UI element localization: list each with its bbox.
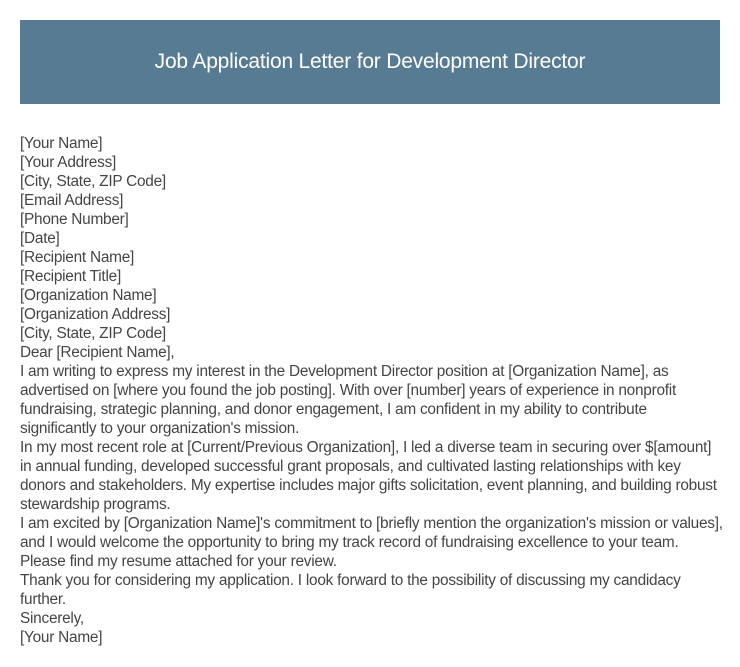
title-banner	[20, 20, 720, 104]
letter-date: [Date]	[20, 230, 60, 247]
sender-phone: [Phone Number]	[20, 211, 129, 228]
letter-body	[20, 134, 724, 647]
sender-name: [Your Name]	[20, 135, 103, 152]
recipient-organization: [Organization Name]	[20, 287, 157, 304]
sender-city-state-zip: [City, State, ZIP Code]	[20, 173, 166, 190]
recipient-block	[20, 248, 724, 343]
recipient-title: [Recipient Title]	[20, 268, 121, 285]
sender-block	[20, 134, 724, 229]
sender-address: [Your Address]	[20, 154, 117, 171]
recipient-city-state-zip: [City, State, ZIP Code]	[20, 325, 166, 342]
paragraph-motivation: I am excited by [Organization Name]'s commitment to [briefly mention the organization's mission or values], and I would welcome the opportunity to bring my track record of fundraising excellence to your team. Please find my resume attached for your review.	[20, 515, 723, 570]
sender-email: [Email Address]	[20, 192, 124, 209]
salutation: Dear [Recipient Name],	[20, 344, 175, 361]
paragraph-experience: In my most recent role at [Current/Previous Organization], I led a diverse team in securing over $[amount] in annual funding, developed successful grant proposals, and cultivated lasting relationships with key donors and stakeholders. My expertise includes major gifts solicitation, event planning, and building robust stewardship programs.	[20, 439, 717, 513]
signature: [Your Name]	[20, 629, 103, 646]
recipient-name: [Recipient Name]	[20, 249, 135, 266]
recipient-organization-address: [Organization Address]	[20, 306, 171, 323]
closing: Sincerely,	[20, 610, 84, 627]
paragraph-closing: Thank you for considering my application. I look forward to the possibility of discussing my candidacy further.	[20, 572, 681, 608]
page-title: Job Application Letter for Development Director	[154, 50, 586, 73]
paragraph-intro: I am writing to express my interest in the Development Director position at [Organization Name], as advertised on [where you found the job posting]. With over [number] years of experience in nonprofit fundraising, strategic planning, and donor engagement, I am confident in my ability to contribute significantly to your organization's mission.	[20, 363, 676, 437]
